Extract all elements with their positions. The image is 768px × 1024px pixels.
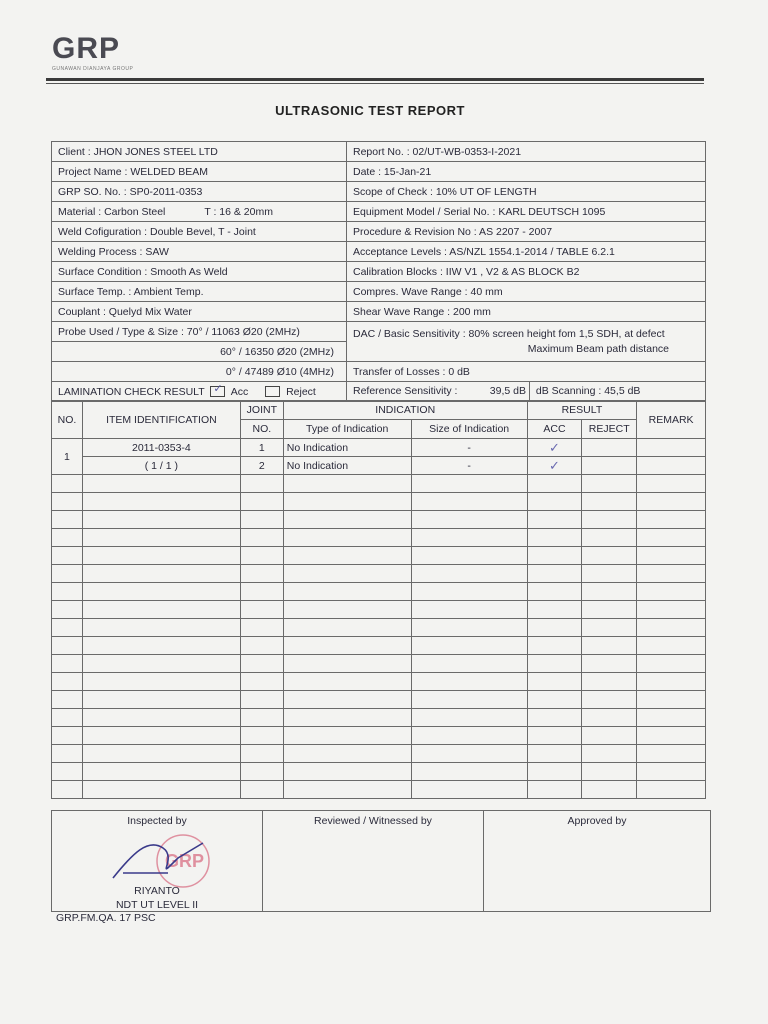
row-size: - — [411, 457, 527, 475]
surface-temp-field: Surface Temp. : Ambient Temp. — [52, 282, 347, 302]
blank-cell — [527, 673, 582, 691]
blank-cell — [411, 583, 527, 601]
blank-cell — [52, 709, 83, 727]
blank-cell — [82, 745, 240, 763]
blank-cell — [82, 673, 240, 691]
blank-cell — [240, 547, 283, 565]
blank-cell — [240, 781, 283, 799]
row-reject — [582, 439, 637, 457]
scope-field: Scope of Check : 10% UT OF LENGTH — [347, 182, 706, 202]
blank-table-row — [52, 727, 706, 745]
blank-cell — [283, 511, 411, 529]
report-no-field: Report No. : 02/UT-WB-0353-I-2021 — [347, 142, 706, 162]
report-title: ULTRASONIC TEST REPORT — [275, 103, 465, 118]
report-header-table — [51, 141, 706, 402]
blank-cell — [527, 529, 582, 547]
blank-cell — [283, 745, 411, 763]
blank-cell — [411, 493, 527, 511]
acceptance-field: Acceptance Levels : AS/NZL 1554.1-2014 / TABLE 6.2.1 — [347, 242, 706, 262]
blank-cell — [52, 547, 83, 565]
blank-cell — [637, 655, 706, 673]
blank-table-row — [52, 673, 706, 691]
blank-cell — [283, 637, 411, 655]
blank-cell — [637, 475, 706, 493]
blank-cell — [82, 511, 240, 529]
blank-cell — [411, 655, 527, 673]
approved-by-cell — [484, 811, 711, 912]
col-type: Type of Indication — [283, 420, 411, 439]
blank-table-row — [52, 655, 706, 673]
blank-cell — [240, 475, 283, 493]
row-item: 2011-0353-4 — [82, 439, 240, 457]
blank-cell — [411, 763, 527, 781]
blank-cell — [52, 781, 83, 799]
col-joint-no: NO. — [240, 420, 283, 439]
blank-table-row — [52, 781, 706, 799]
blank-cell — [637, 583, 706, 601]
grp-so-field: GRP SO. No. : SP0-2011-0353 — [52, 182, 347, 202]
blank-cell — [52, 763, 83, 781]
blank-table-row — [52, 475, 706, 493]
welding-process-field: Welding Process : SAW — [52, 242, 347, 262]
blank-cell — [637, 727, 706, 745]
blank-cell — [411, 475, 527, 493]
blank-cell — [527, 781, 582, 799]
blank-table-row — [52, 763, 706, 781]
col-no: NO. — [52, 401, 83, 439]
blank-cell — [411, 565, 527, 583]
indication-table — [51, 400, 706, 799]
approved-by-label: Approved by — [567, 815, 627, 827]
blank-cell — [637, 673, 706, 691]
blank-cell — [240, 727, 283, 745]
blank-cell — [283, 565, 411, 583]
blank-cell — [283, 493, 411, 511]
blank-table-row — [52, 547, 706, 565]
blank-cell — [52, 727, 83, 745]
blank-cell — [240, 763, 283, 781]
calibration-field: Calibration Blocks : IIW V1 , V2 & AS BLOCK B2 — [347, 262, 706, 282]
col-indication: INDICATION — [283, 401, 527, 420]
reviewed-by-label: Reviewed / Witnessed by — [314, 815, 432, 827]
blank-cell — [527, 691, 582, 709]
blank-cell — [52, 601, 83, 619]
blank-cell — [82, 601, 240, 619]
blank-cell — [582, 619, 637, 637]
blank-cell — [582, 745, 637, 763]
blank-cell — [582, 529, 637, 547]
blank-cell — [52, 475, 83, 493]
company-logo-subtitle: GUNAWAN DIANJAYA GROUP — [52, 66, 134, 72]
blank-cell — [82, 565, 240, 583]
blank-cell — [411, 511, 527, 529]
form-code: GRP.FM.QA. 17 PSC — [56, 912, 156, 924]
blank-cell — [82, 493, 240, 511]
row-type: No Indication — [283, 457, 411, 475]
ref-sensitivity-label: Reference Sensitivity : — [353, 385, 458, 397]
blank-cell — [52, 565, 83, 583]
lamination-reject-label: Reject — [286, 385, 316, 398]
probe-field-1: Probe Used / Type & Size : 70° / 11063 Ø20 (2MHz) — [52, 322, 347, 342]
blank-table-row — [52, 583, 706, 601]
blank-cell — [283, 619, 411, 637]
blank-cell — [527, 475, 582, 493]
blank-cell — [411, 709, 527, 727]
blank-cell — [582, 475, 637, 493]
blank-cell — [283, 709, 411, 727]
blank-cell — [527, 727, 582, 745]
col-item: ITEM IDENTIFICATION — [82, 401, 240, 439]
blank-cell — [240, 709, 283, 727]
thickness-label: T : 16 & 20mm — [204, 205, 273, 218]
lamination-acc-label: Acc — [230, 385, 249, 398]
col-reject: REJECT — [582, 420, 637, 439]
couplant-field: Couplant : Quelyd Mix Water — [52, 302, 347, 322]
dac-field — [347, 322, 706, 362]
material-field — [52, 202, 347, 222]
blank-cell — [82, 781, 240, 799]
table-row — [52, 457, 706, 475]
blank-table-row — [52, 709, 706, 727]
blank-cell — [527, 565, 582, 583]
blank-cell — [283, 547, 411, 565]
blank-cell — [82, 583, 240, 601]
blank-table-row — [52, 601, 706, 619]
blank-cell — [240, 601, 283, 619]
shear-wave-field: Shear Wave Range : 200 mm — [347, 302, 706, 322]
blank-cell — [527, 709, 582, 727]
blank-cell — [582, 583, 637, 601]
blank-cell — [527, 745, 582, 763]
blank-cell — [52, 691, 83, 709]
blank-cell — [582, 691, 637, 709]
material-label: Material : Carbon Steel — [58, 205, 166, 218]
blank-cell — [283, 583, 411, 601]
blank-table-row — [52, 511, 706, 529]
inspector-level: NDT UT LEVEL II — [115, 899, 199, 911]
blank-cell — [52, 655, 83, 673]
blank-cell — [240, 619, 283, 637]
blank-cell — [52, 529, 83, 547]
blank-cell — [411, 781, 527, 799]
date-field: Date : 15-Jan-21 — [347, 162, 706, 182]
blank-cell — [411, 745, 527, 763]
blank-cell — [411, 547, 527, 565]
row-type: No Indication — [283, 439, 411, 457]
blank-cell — [637, 691, 706, 709]
blank-cell — [240, 637, 283, 655]
company-logo: GRP — [52, 32, 121, 65]
blank-cell — [283, 475, 411, 493]
header-divider-thin — [46, 83, 704, 84]
blank-table-row — [52, 565, 706, 583]
blank-cell — [283, 763, 411, 781]
blank-cell — [637, 565, 706, 583]
header-divider — [46, 78, 704, 81]
blank-cell — [637, 547, 706, 565]
blank-rows — [52, 475, 706, 799]
blank-cell — [240, 511, 283, 529]
blank-cell — [527, 655, 582, 673]
row-joint: 2 — [240, 457, 283, 475]
blank-cell — [582, 565, 637, 583]
row-item: ( 1 / 1 ) — [82, 457, 240, 475]
signature-table — [51, 810, 711, 912]
blank-cell — [582, 511, 637, 529]
client-field: Client : JHON JONES STEEL LTD — [52, 142, 347, 162]
row-remark — [637, 439, 706, 457]
blank-cell — [527, 619, 582, 637]
blank-cell — [582, 547, 637, 565]
blank-cell — [52, 673, 83, 691]
blank-cell — [52, 511, 83, 529]
col-size: Size of Indication — [411, 420, 527, 439]
blank-cell — [527, 601, 582, 619]
probe-field-2: 60° / 16350 Ø20 (2MHz) — [52, 342, 347, 362]
svg-text:GRP: GRP — [165, 851, 205, 871]
blank-cell — [637, 493, 706, 511]
blank-cell — [240, 583, 283, 601]
blank-cell — [283, 781, 411, 799]
blank-cell — [283, 691, 411, 709]
blank-cell — [637, 745, 706, 763]
blank-cell — [82, 691, 240, 709]
blank-cell — [411, 673, 527, 691]
blank-cell — [240, 691, 283, 709]
blank-cell — [240, 655, 283, 673]
blank-cell — [637, 511, 706, 529]
probe-field-3: 0° / 47489 Ø10 (4MHz) — [52, 362, 347, 382]
blank-table-row — [52, 637, 706, 655]
blank-cell — [582, 763, 637, 781]
blank-table-row — [52, 745, 706, 763]
blank-cell — [637, 529, 706, 547]
col-acc: ACC — [527, 420, 582, 439]
blank-cell — [283, 673, 411, 691]
row-acc-check: ✓ — [527, 457, 582, 475]
blank-cell — [240, 745, 283, 763]
blank-cell — [527, 583, 582, 601]
blank-cell — [582, 601, 637, 619]
lamination-acc-checkbox[interactable] — [210, 383, 225, 397]
blank-cell — [82, 547, 240, 565]
blank-cell — [411, 601, 527, 619]
blank-cell — [52, 745, 83, 763]
inspected-by-cell — [52, 811, 263, 912]
inspector-name: RIYANTO — [134, 885, 180, 897]
reviewed-by-cell — [263, 811, 484, 912]
blank-cell — [411, 727, 527, 745]
blank-cell — [637, 763, 706, 781]
blank-cell — [582, 637, 637, 655]
blank-cell — [527, 547, 582, 565]
blank-cell — [411, 619, 527, 637]
table-row — [52, 439, 706, 457]
blank-cell — [82, 763, 240, 781]
ref-sensitivity-cell — [347, 382, 530, 401]
blank-table-row — [52, 691, 706, 709]
col-joint: JOINT — [240, 401, 283, 420]
blank-cell — [82, 637, 240, 655]
blank-cell — [82, 709, 240, 727]
surface-condition-field: Surface Condition : Smooth As Weld — [52, 262, 347, 282]
row-size: - — [411, 439, 527, 457]
blank-cell — [582, 673, 637, 691]
blank-cell — [283, 529, 411, 547]
check-mark-icon: ✓ — [213, 383, 223, 396]
col-remark: REMARK — [637, 401, 706, 439]
blank-cell — [82, 655, 240, 673]
project-name-field: Project Name : WELDED BEAM — [52, 162, 347, 182]
blank-cell — [637, 709, 706, 727]
blank-table-row — [52, 529, 706, 547]
blank-cell — [82, 727, 240, 745]
blank-cell — [240, 493, 283, 511]
row-remark — [637, 457, 706, 475]
blank-cell — [52, 493, 83, 511]
lamination-reject-checkbox[interactable] — [265, 386, 280, 397]
blank-cell — [240, 529, 283, 547]
blank-cell — [283, 727, 411, 745]
blank-cell — [411, 529, 527, 547]
blank-cell — [411, 637, 527, 655]
ref-sensitivity-value: 39,5 dB — [489, 385, 526, 397]
blank-cell — [582, 493, 637, 511]
blank-table-row — [52, 493, 706, 511]
blank-cell — [240, 673, 283, 691]
blank-cell — [637, 619, 706, 637]
blank-cell — [52, 619, 83, 637]
blank-cell — [637, 601, 706, 619]
blank-cell — [52, 637, 83, 655]
dac-line-1: DAC / Basic Sensitivity : 80% screen height fom 1,5 SDH, at defect — [353, 327, 665, 340]
transfer-losses-field: Transfer of Losses : 0 dB — [347, 362, 706, 382]
blank-cell — [527, 511, 582, 529]
blank-cell — [582, 727, 637, 745]
lamination-label: LAMINATION CHECK RESULT — [58, 385, 205, 398]
blank-table-row — [52, 619, 706, 637]
blank-cell — [527, 493, 582, 511]
lamination-field — [52, 382, 347, 402]
blank-cell — [527, 637, 582, 655]
blank-cell — [527, 763, 582, 781]
blank-cell — [582, 781, 637, 799]
row-joint: 1 — [240, 439, 283, 457]
equipment-field: Equipment Model / Serial No. : KARL DEUTSCH 1095 — [347, 202, 706, 222]
blank-cell — [582, 709, 637, 727]
blank-cell — [637, 781, 706, 799]
row-acc-check: ✓ — [527, 439, 582, 457]
blank-cell — [283, 601, 411, 619]
blank-cell — [52, 583, 83, 601]
weld-config-field: Weld Cofiguration : Double Bevel, T - Joint — [52, 222, 347, 242]
blank-cell — [240, 565, 283, 583]
reference-sensitivity-field — [347, 382, 706, 402]
scanning-sensitivity: dB Scanning : 45,5 dB — [535, 385, 641, 397]
blank-cell — [82, 475, 240, 493]
compression-wave-field: Compres. Wave Range : 40 mm — [347, 282, 706, 302]
blank-cell — [283, 655, 411, 673]
blank-cell — [582, 655, 637, 673]
col-result: RESULT — [527, 401, 637, 420]
inspector-signature-stamp — [93, 833, 233, 893]
blank-cell — [82, 619, 240, 637]
inspected-by-label: Inspected by — [127, 815, 187, 827]
row-no: 1 — [52, 439, 83, 475]
dac-line-2: Maximum Beam path distance — [527, 342, 669, 355]
blank-cell — [82, 529, 240, 547]
blank-cell — [637, 637, 706, 655]
row-reject — [582, 457, 637, 475]
procedure-field: Procedure & Revision No : AS 2207 - 2007 — [347, 222, 706, 242]
blank-cell — [411, 691, 527, 709]
